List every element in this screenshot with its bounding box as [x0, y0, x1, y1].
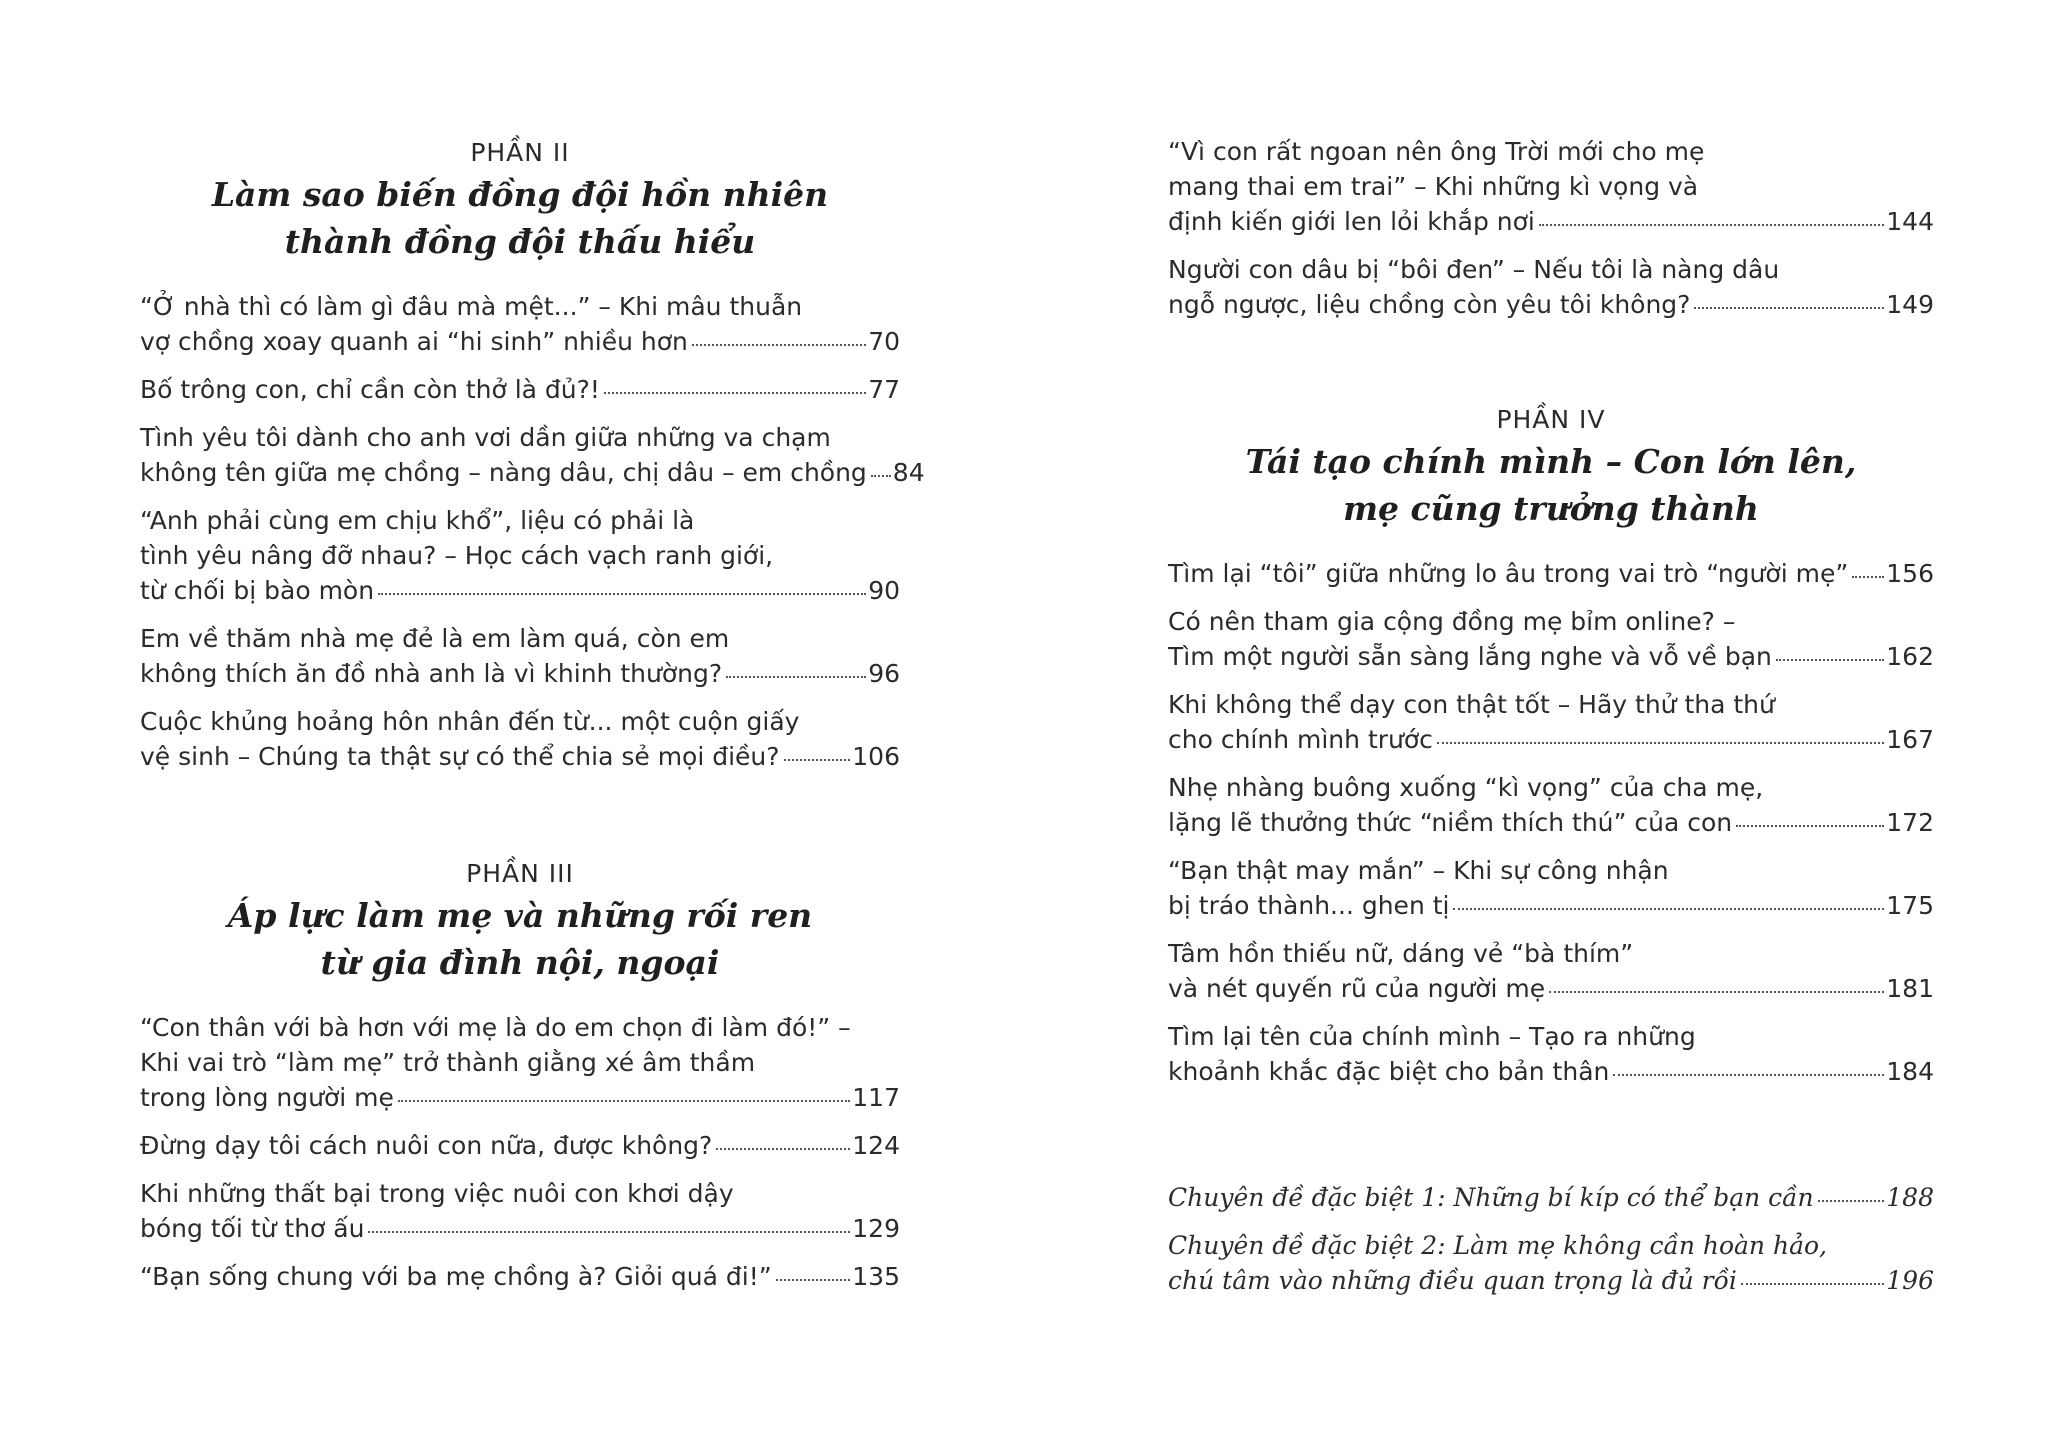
toc-entry-line: vệ sinh – Chúng ta thật sự có thể chia sẻ mọi điều? — [140, 742, 780, 771]
dot-leader — [1437, 742, 1884, 744]
dot-leader — [1852, 576, 1884, 578]
part-3-continued-toc — [1168, 134, 1934, 322]
dot-leader — [1694, 307, 1884, 309]
toc-entry-line: vợ chồng xoay quanh ai “hi sinh” nhiều hơn — [140, 327, 688, 356]
toc-entry — [140, 289, 900, 359]
page-number: 106 — [852, 742, 900, 771]
toc-entry-line: và nét quyến rũ của người mẹ — [1168, 974, 1546, 1003]
page-number: 167 — [1886, 725, 1934, 754]
toc-entry — [140, 704, 900, 774]
page-number: 77 — [868, 375, 900, 404]
dot-leader — [1539, 224, 1884, 226]
toc-entry — [1168, 1228, 1934, 1298]
toc-entry — [140, 1259, 900, 1294]
toc-entry — [1168, 604, 1934, 674]
part-3-continued-section — [1168, 134, 1934, 335]
part-4-label: PHẦN IV — [1496, 405, 1606, 434]
part-4-toc — [1168, 556, 1934, 1089]
dot-leader — [726, 676, 866, 678]
toc-entry-line: Em về thăm nhà mẹ đẻ là em làm quá, còn em — [140, 624, 730, 653]
special-topics-toc — [1168, 1180, 1934, 1298]
dot-leader — [692, 344, 866, 346]
toc-entry-line: từ chối bị bào mòn — [140, 576, 375, 605]
part-3-label: PHẦN III — [466, 859, 574, 888]
page-number: 188 — [1886, 1183, 1934, 1212]
toc-entry-line: mang thai em trai” – Khi những kì vọng và — [1168, 172, 1699, 201]
dot-leader — [776, 1279, 851, 1281]
toc-entry-line: “Con thân với bà hơn với mẹ là do em chọn đi làm đó!” – — [140, 1013, 851, 1042]
dot-leader — [871, 475, 891, 477]
toc-entry — [1168, 1180, 1934, 1215]
toc-entry-line: cho chính mình trước — [1168, 725, 1433, 754]
toc-entry-line: lặng lẽ thưởng thức “niềm thích thú” của con — [1168, 808, 1733, 837]
toc-entry-line: Khi những thất bại trong việc nuôi con khơi dậy — [140, 1179, 734, 1208]
page-number: 162 — [1886, 642, 1934, 671]
page-number: 96 — [868, 659, 900, 688]
part-4-section — [1168, 404, 1934, 1102]
toc-entry-line: tình yêu nâng đỡ nhau? – Học cách vạch ranh giới, — [140, 541, 774, 570]
toc-entry-line: Tình yêu tôi dành cho anh vơi dần giữa những va chạm — [140, 423, 831, 452]
toc-entry — [1168, 556, 1934, 591]
part-2-toc — [140, 289, 925, 774]
toc-entry-line: bị tráo thành... ghen tị — [1168, 891, 1450, 920]
toc-entry-line: Khi vai trò “làm mẹ” trở thành giằng xé âm thầm — [140, 1048, 756, 1077]
toc-entry — [140, 420, 925, 490]
page-number: 175 — [1886, 891, 1934, 920]
page-number: 70 — [868, 327, 900, 356]
page-number: 135 — [852, 1262, 900, 1291]
toc-entry-line: Tâm hồn thiếu nữ, dáng vẻ “bà thím” — [1168, 939, 1634, 968]
page-number: 172 — [1886, 808, 1934, 837]
page-number: 124 — [852, 1131, 900, 1160]
toc-entry-line: Nhẹ nhàng buông xuống “kì vọng” của cha mẹ, — [1168, 773, 1764, 802]
toc-entry-line: Chuyên đề đặc biệt 2: Làm mẹ không cần hoàn hảo, — [1168, 1231, 1827, 1260]
toc-entry — [140, 1176, 900, 1246]
toc-entry — [1168, 853, 1934, 923]
toc-entry-line: Có nên tham gia cộng đồng mẹ bỉm online? – — [1168, 607, 1736, 636]
toc-entry-line: “Ở nhà thì có làm gì đâu mà mệt...” – Khi mâu thuẫn — [140, 292, 803, 321]
dot-leader — [1741, 1283, 1884, 1285]
special-topics-section — [1168, 1180, 1934, 1311]
toc-entry — [140, 1128, 900, 1163]
dot-leader — [716, 1148, 850, 1150]
page-number: 184 — [1886, 1057, 1934, 1086]
toc-entry-line: Đừng dạy tôi cách nuôi con nữa, được không? — [140, 1131, 713, 1160]
page-number: 129 — [852, 1214, 900, 1243]
toc-entry-line: Tìm một người sẵn sàng lắng nghe và vỗ về bạn — [1168, 642, 1772, 671]
toc-entry — [140, 621, 900, 691]
toc-entry-line: chú tâm vào những điều quan trọng là đủ rồi — [1168, 1266, 1737, 1295]
page-number: 90 — [868, 576, 900, 605]
dot-leader — [1776, 659, 1884, 661]
part-2-section — [140, 137, 925, 787]
toc-entry — [140, 1010, 900, 1115]
page-number: 149 — [1886, 290, 1934, 319]
toc-entry — [1168, 134, 1934, 239]
toc-entry-line: Tìm lại “tôi” giữa những lo âu trong vai trò “người mẹ” — [1168, 559, 1849, 588]
dot-leader — [378, 593, 866, 595]
dot-leader — [1549, 991, 1884, 993]
part-2-title: Làm sao biến đồng đội hồn nhiên thành đồng đội thấu hiểu — [211, 175, 829, 261]
page-number: 117 — [852, 1083, 900, 1112]
toc-entry-line: khoảnh khắc đặc biệt cho bản thân — [1168, 1057, 1610, 1086]
toc-entry-line: trong lòng người mẹ — [140, 1083, 394, 1112]
page-number: 181 — [1886, 974, 1934, 1003]
toc-entry-line: Người con dâu bị “bôi đen” – Nếu tôi là nàng dâu — [1168, 255, 1780, 284]
dot-leader — [604, 392, 866, 394]
toc-entry-line: không thích ăn đồ nhà anh là vì khinh thường? — [140, 659, 723, 688]
toc-entry-line: Chuyên đề đặc biệt 1: Những bí kíp có thể bạn cần — [1168, 1183, 1814, 1212]
toc-entry-line: “Bạn sống chung với ba mẹ chồng à? Giỏi quá đi!” — [140, 1262, 772, 1291]
dot-leader — [398, 1100, 850, 1102]
dot-leader — [368, 1231, 850, 1233]
page-number: 196 — [1886, 1266, 1934, 1295]
toc-entry — [1168, 1019, 1934, 1089]
toc-entry-line: Khi không thể dạy con thật tốt – Hãy thử tha thứ — [1168, 690, 1775, 719]
part-3-title: Áp lực làm mẹ và những rối ren từ gia đình nội, ngoại — [227, 896, 813, 982]
toc-entry-line: Cuộc khủng hoảng hôn nhân đến từ... một cuộn giấy — [140, 707, 800, 736]
toc-entry — [1168, 770, 1934, 840]
toc-entry — [1168, 687, 1934, 757]
part-3-toc — [140, 1010, 900, 1294]
toc-entry-line: “Vì con rất ngoan nên ông Trời mới cho mẹ — [1168, 137, 1705, 166]
page-number: 84 — [892, 458, 925, 487]
part-3-section — [140, 858, 900, 1307]
part-4-title: Tái tạo chính mình – Con lớn lên, mẹ cũng trưởng thành — [1245, 442, 1857, 528]
dot-leader — [1736, 825, 1884, 827]
toc-entry-line: “Bạn thật may mắn” – Khi sự công nhận — [1168, 856, 1669, 885]
toc-entry — [140, 503, 900, 608]
toc-entry-line: “Anh phải cùng em chịu khổ”, liệu có phải là — [140, 506, 695, 535]
toc-entry — [1168, 936, 1934, 1006]
toc-entry — [1168, 252, 1934, 322]
toc-entry-line: không tên giữa mẹ chồng – nàng dâu, chị dâu – em chồng — [140, 458, 867, 487]
toc-entry-line: định kiến giới len lỏi khắp nơi — [1168, 207, 1535, 236]
toc-entry-line: bóng tối từ thơ ấu — [140, 1214, 365, 1243]
page-number: 144 — [1886, 207, 1934, 236]
dot-leader — [1613, 1074, 1884, 1076]
toc-entry-line: Tìm lại tên của chính mình – Tạo ra những — [1168, 1022, 1696, 1051]
part-2-label: PHẦN II — [470, 138, 570, 167]
toc-entry — [140, 372, 900, 407]
dot-leader — [784, 759, 851, 761]
toc-entry-line: Bố trông con, chỉ cần còn thở là đủ?! — [140, 375, 600, 404]
page-number: 156 — [1886, 559, 1934, 588]
dot-leader — [1453, 908, 1884, 910]
toc-entry-line: ngỗ ngược, liệu chồng còn yêu tôi không? — [1168, 290, 1691, 319]
dot-leader — [1818, 1200, 1885, 1202]
